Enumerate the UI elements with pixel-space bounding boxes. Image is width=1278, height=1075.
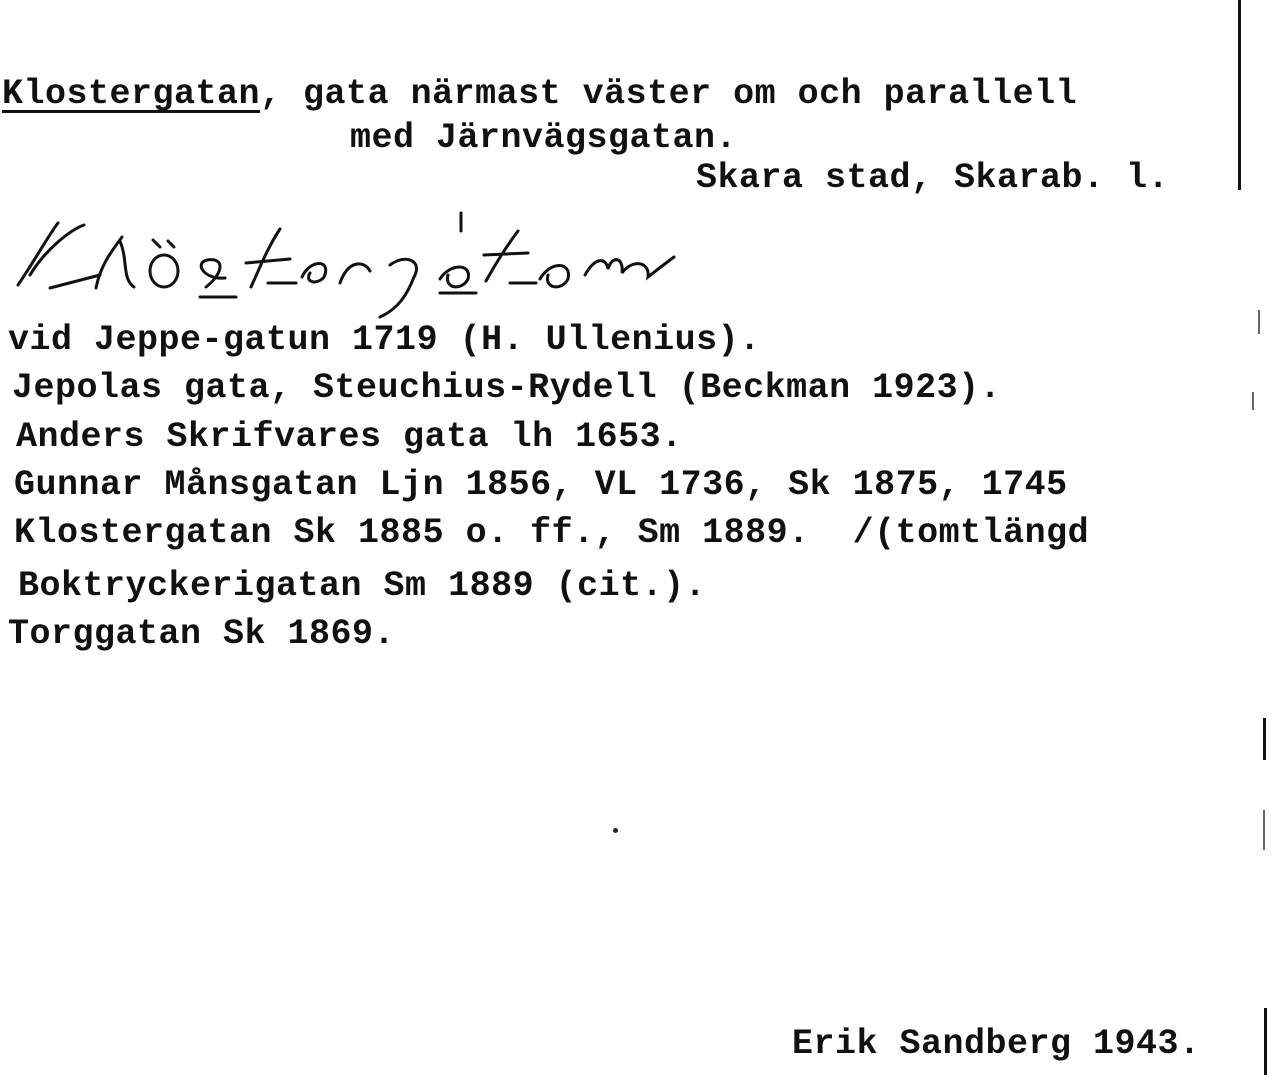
entry-line-6: Boktryckerigatan Sm 1889 (cit.). [18, 566, 707, 606]
headword: Klostergatan [2, 74, 261, 114]
card-right-border-bottom [1264, 1008, 1267, 1075]
card-right-border-top [1238, 0, 1241, 190]
scan-speckle [1252, 392, 1254, 410]
entry-line-4: Gunnar Månsgatan Ljn 1856, VL 1736, Sk 1875, 1745 [14, 465, 1068, 505]
card-right-mark [1263, 718, 1266, 760]
entry-line-5: Klostergatan Sk 1885 o. ff., Sm 1889. /(tomtlängd [14, 513, 1090, 553]
entry-line-2: Jepolas gata, Steuchius-Rydell (Beckman 1923). [12, 368, 1002, 408]
definition-line-2: med Järnvägsgatan. [350, 118, 738, 158]
handwritten-ink [10, 205, 690, 325]
entry-line-1: vid Jeppe-gatun 1719 (H. Ullenius). [8, 320, 761, 360]
title-line [2, 74, 1077, 114]
entry-line-3: Anders Skrifvares gata lh 1653. [16, 417, 683, 457]
handwritten-pronunciation [10, 205, 690, 325]
definition-line-1: , gata närmast väster om och parallell [260, 74, 1078, 114]
scan-speckle [1258, 310, 1260, 334]
location-line: Skara stad, Skarab. l. [696, 158, 1170, 198]
signature: Erik Sandberg 1943. [792, 1024, 1201, 1064]
entry-line-7: Torggatan Sk 1869. [8, 614, 396, 654]
scan-speckle [1263, 810, 1265, 850]
ink-dot [613, 828, 618, 833]
